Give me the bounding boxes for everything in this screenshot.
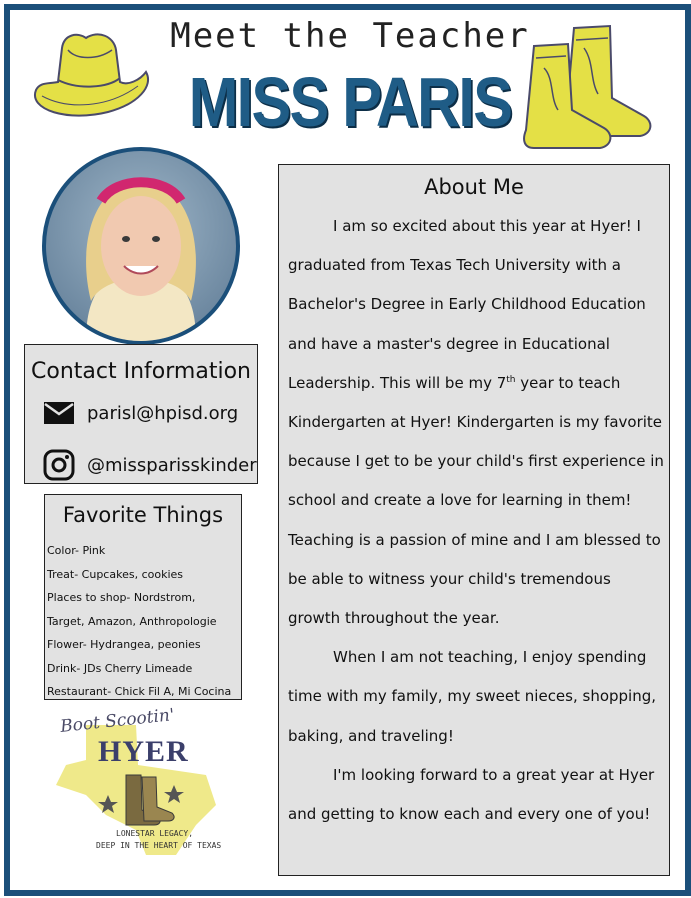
boot-scootin-hyer-logo: [46, 705, 236, 865]
logo-tagline-1: LONESTAR LEGACY,: [116, 829, 194, 838]
contact-info-box: [24, 344, 258, 484]
favorite-item: Treat- Cupcakes, cookies: [47, 567, 183, 581]
favorite-things-box: [44, 494, 242, 700]
about-body: [288, 207, 666, 834]
about-me-box: [278, 164, 670, 876]
cowboy-hat-icon: [28, 20, 158, 130]
favorite-item: Color- Pink: [47, 544, 106, 557]
favorite-item: Places to shop- Nordstrom,: [47, 591, 196, 604]
instagram-icon: [43, 449, 75, 481]
favorite-item: Drink- JDs Cherry Limeade: [47, 661, 193, 675]
logo-tagline-2: DEEP IN THE HEART OF TEXAS: [96, 841, 222, 850]
favorites-list: [47, 539, 241, 704]
about-title: About Me: [424, 175, 524, 199]
about-p1-rest: year to teach Kindergarten at Hyer! Kindergarten is my favorite because I get to be your child's first experience in school and create a love for learning in them! Teaching is a passion of mine and I am blessed to be able to witness your child's tremendous growth throughout the year.: [288, 373, 664, 628]
about-paragraph-2: When I am not teaching, I enjoy spending time with my family, my sweet nieces, shopping, baking, and traveling!: [288, 648, 657, 745]
about-paragraph-3: I'm looking forward to a great year at Hyer and getting to know each and every one of you!: [288, 765, 655, 824]
about-paragraph-1: [288, 207, 666, 638]
favorite-item: Target, Amazon, Anthropologie: [47, 614, 217, 628]
teacher-photo: [42, 147, 240, 345]
favorite-item: Restaurant- Chick Fil A, Mi Cocina: [47, 685, 232, 698]
about-p1-sup: th: [506, 374, 516, 385]
favorites-title: Favorite Things: [62, 503, 224, 527]
logo-script: Boot Scootin': [59, 705, 176, 737]
mail-icon: [43, 401, 75, 425]
logo-title: HYER: [98, 735, 189, 768]
email-row: [43, 401, 238, 425]
instagram-row: [43, 449, 257, 481]
page-subtitle: Meet the Teacher: [170, 16, 530, 56]
instagram-handle[interactable]: @missparisskinder: [87, 454, 257, 476]
teacher-name: MISS PARIS: [188, 63, 512, 141]
portrait-illustration: [46, 151, 236, 341]
favorite-item: Flower- Hydrangea, peonies: [47, 638, 201, 651]
about-p1-text: I am so excited about this year at Hyer! I graduated from Texas Tech University with a Bachelor's Degree in Early Childhood Education and have a master's degree in Educational Leadership. This will be my 7: [288, 217, 646, 392]
email-link[interactable]: parisl@hpisd.org: [87, 402, 239, 424]
contact-title: Contact Information: [31, 359, 251, 384]
